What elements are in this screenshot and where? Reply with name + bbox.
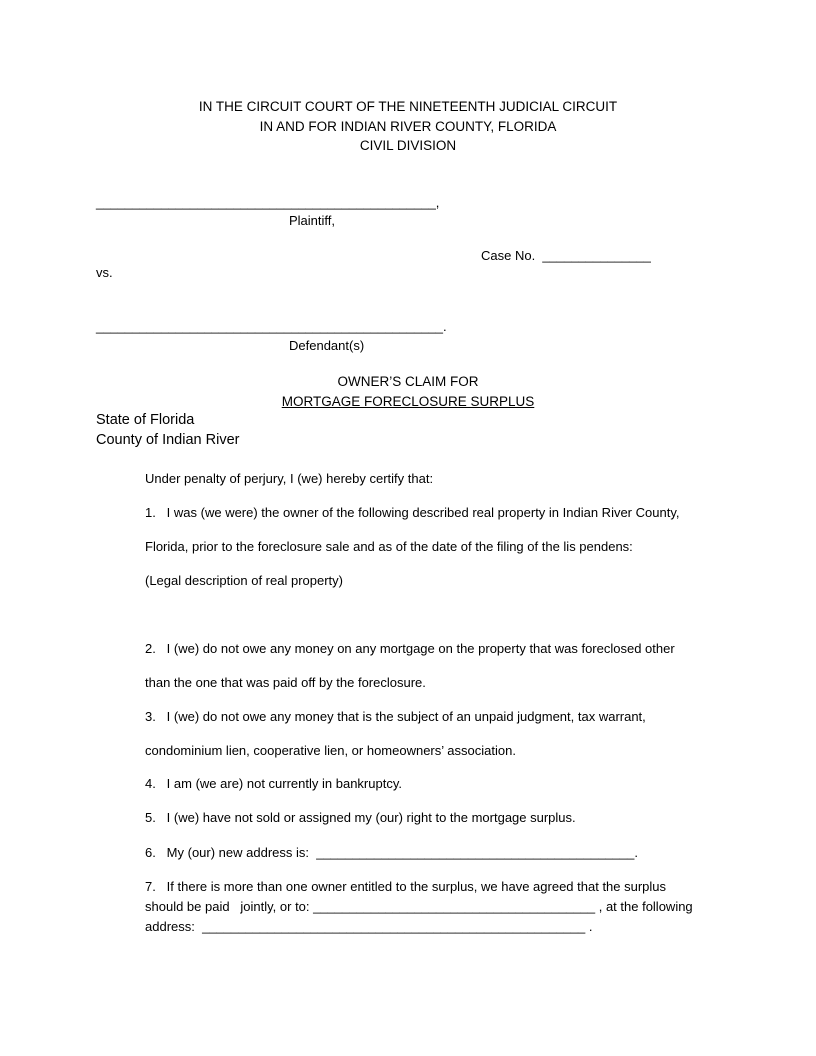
versus-label: vs. [96, 265, 113, 280]
item-5: 5. I (we) have not sold or assigned my (our) right to the mortgage surplus. [145, 810, 576, 825]
item-7-line-2: should be paid jointly, or to: _______________________________________ , at the following [145, 899, 693, 914]
item-3-line-2: condominium lien, cooperative lien, or homeowners’ association. [145, 743, 516, 758]
item-2-line-1: 2. I (we) do not owe any money on any mortgage on the property that was foreclosed other [145, 641, 675, 656]
defendant-blank: ________________________________________________. [96, 319, 447, 334]
court-heading-line1: IN THE CIRCUIT COURT OF THE NINETEENTH JUDICIAL CIRCUIT [198, 99, 618, 114]
legal-description-label: (Legal description of real property) [145, 573, 343, 588]
venue-county: County of Indian River [96, 432, 240, 448]
item-6: 6. My (our) new address is: ____________________________________________. [145, 845, 638, 860]
court-heading-line3: CIVIL DIVISION [359, 138, 457, 153]
plaintiff-label: Plaintiff, [289, 213, 336, 228]
item-3-line-1: 3. I (we) do not owe any money that is the subject of an unpaid judgment, tax warrant, [145, 709, 646, 724]
case-number: Case No. _______________ [481, 248, 651, 263]
item-7-line-1: 7. If there is more than one owner entitled to the surplus, we have agreed that the surplus [145, 879, 667, 894]
plaintiff-blank: _______________________________________________, [96, 195, 440, 210]
item-2-line-2: than the one that was paid off by the foreclosure. [145, 675, 426, 690]
document-title-line2 [0, 395, 816, 409]
defendant-label: Defendant(s) [289, 338, 365, 353]
document-title-line1: OWNER’S CLAIM FOR [337, 374, 479, 389]
item-1-line-1: 1. I was (we were) the owner of the following described real property in Indian River County, [145, 505, 680, 520]
item-1-line-2: Florida, prior to the foreclosure sale and as of the date of the filing of the lis pendens: [145, 539, 633, 554]
intro-statement: Under penalty of perjury, I (we) hereby certify that: [145, 471, 434, 486]
venue-state: State of Florida [96, 412, 195, 428]
item-7-line-3: address: _____________________________________________________ . [145, 919, 593, 934]
item-4: 4. I am (we are) not currently in bankruptcy. [145, 776, 402, 791]
court-heading-line2: IN AND FOR INDIAN RIVER COUNTY, FLORIDA [259, 119, 557, 134]
document-title-underlined: MORTGAGE FORECLOSURE SURPLUS [281, 394, 535, 409]
